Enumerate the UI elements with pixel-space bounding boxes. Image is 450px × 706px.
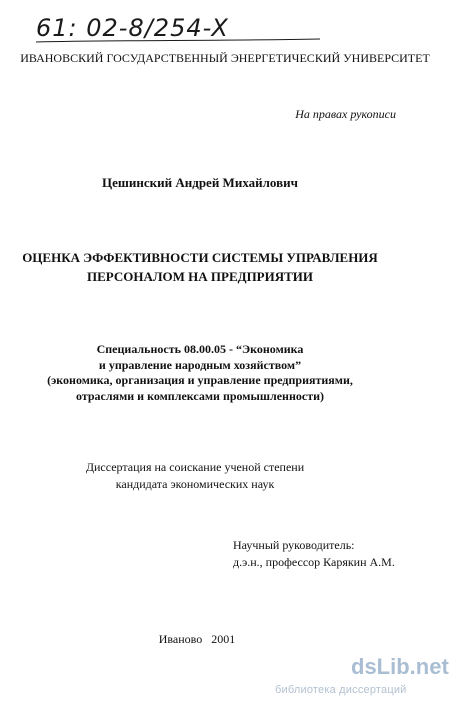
university-name: ИВАНОВСКИЙ ГОСУДАРСТВЕННЫЙ ЭНЕРГЕТИЧЕСКИЙ УНИВЕРСИТЕТ <box>20 51 430 65</box>
handwritten-number-svg <box>34 6 324 46</box>
handwritten-number-text: 61: 02-8/254-X <box>36 14 229 42</box>
title-line: ОЦЕНКА ЭФФЕКТИВНОСТИ СИСТЕМЫ УПРАВЛЕНИЯ <box>22 250 378 265</box>
supervisor-block <box>233 537 395 571</box>
supervisor-label: Научный руководитель: <box>233 538 355 552</box>
degree-statement <box>0 459 390 493</box>
degree-line: кандидата экономических наук <box>115 477 275 491</box>
supervisor-name: д.э.н., профессор Карякин А.М. <box>233 555 395 569</box>
rights-note: На правах рукописи <box>295 107 396 121</box>
watermark <box>275 654 449 704</box>
specialty-line: и управление народным хозяйством” <box>98 357 302 372</box>
specialty-line: (экономика, организация и управление предприятиями, <box>47 373 353 387</box>
author-name: Цешинский Андрей Михайлович <box>102 175 298 190</box>
watermark-subtitle: библиотека диссертаций <box>275 684 407 696</box>
dissertation-title <box>0 248 400 286</box>
watermark-logo: dsLib.net <box>351 654 449 679</box>
specialty-line: отраслями и комплексами промышленности) <box>75 388 324 403</box>
specialty-block <box>0 342 400 404</box>
degree-line: Диссертация на соискание ученой степени <box>85 460 305 474</box>
city-year: Иваново 2001 <box>158 632 236 646</box>
specialty-line: Специальность 08.00.05 - “Экономика <box>96 342 304 356</box>
title-line: ПЕРСОНАЛОМ НА ПРЕДПРИЯТИИ <box>86 269 314 284</box>
handwritten-catalog-number <box>34 6 324 46</box>
